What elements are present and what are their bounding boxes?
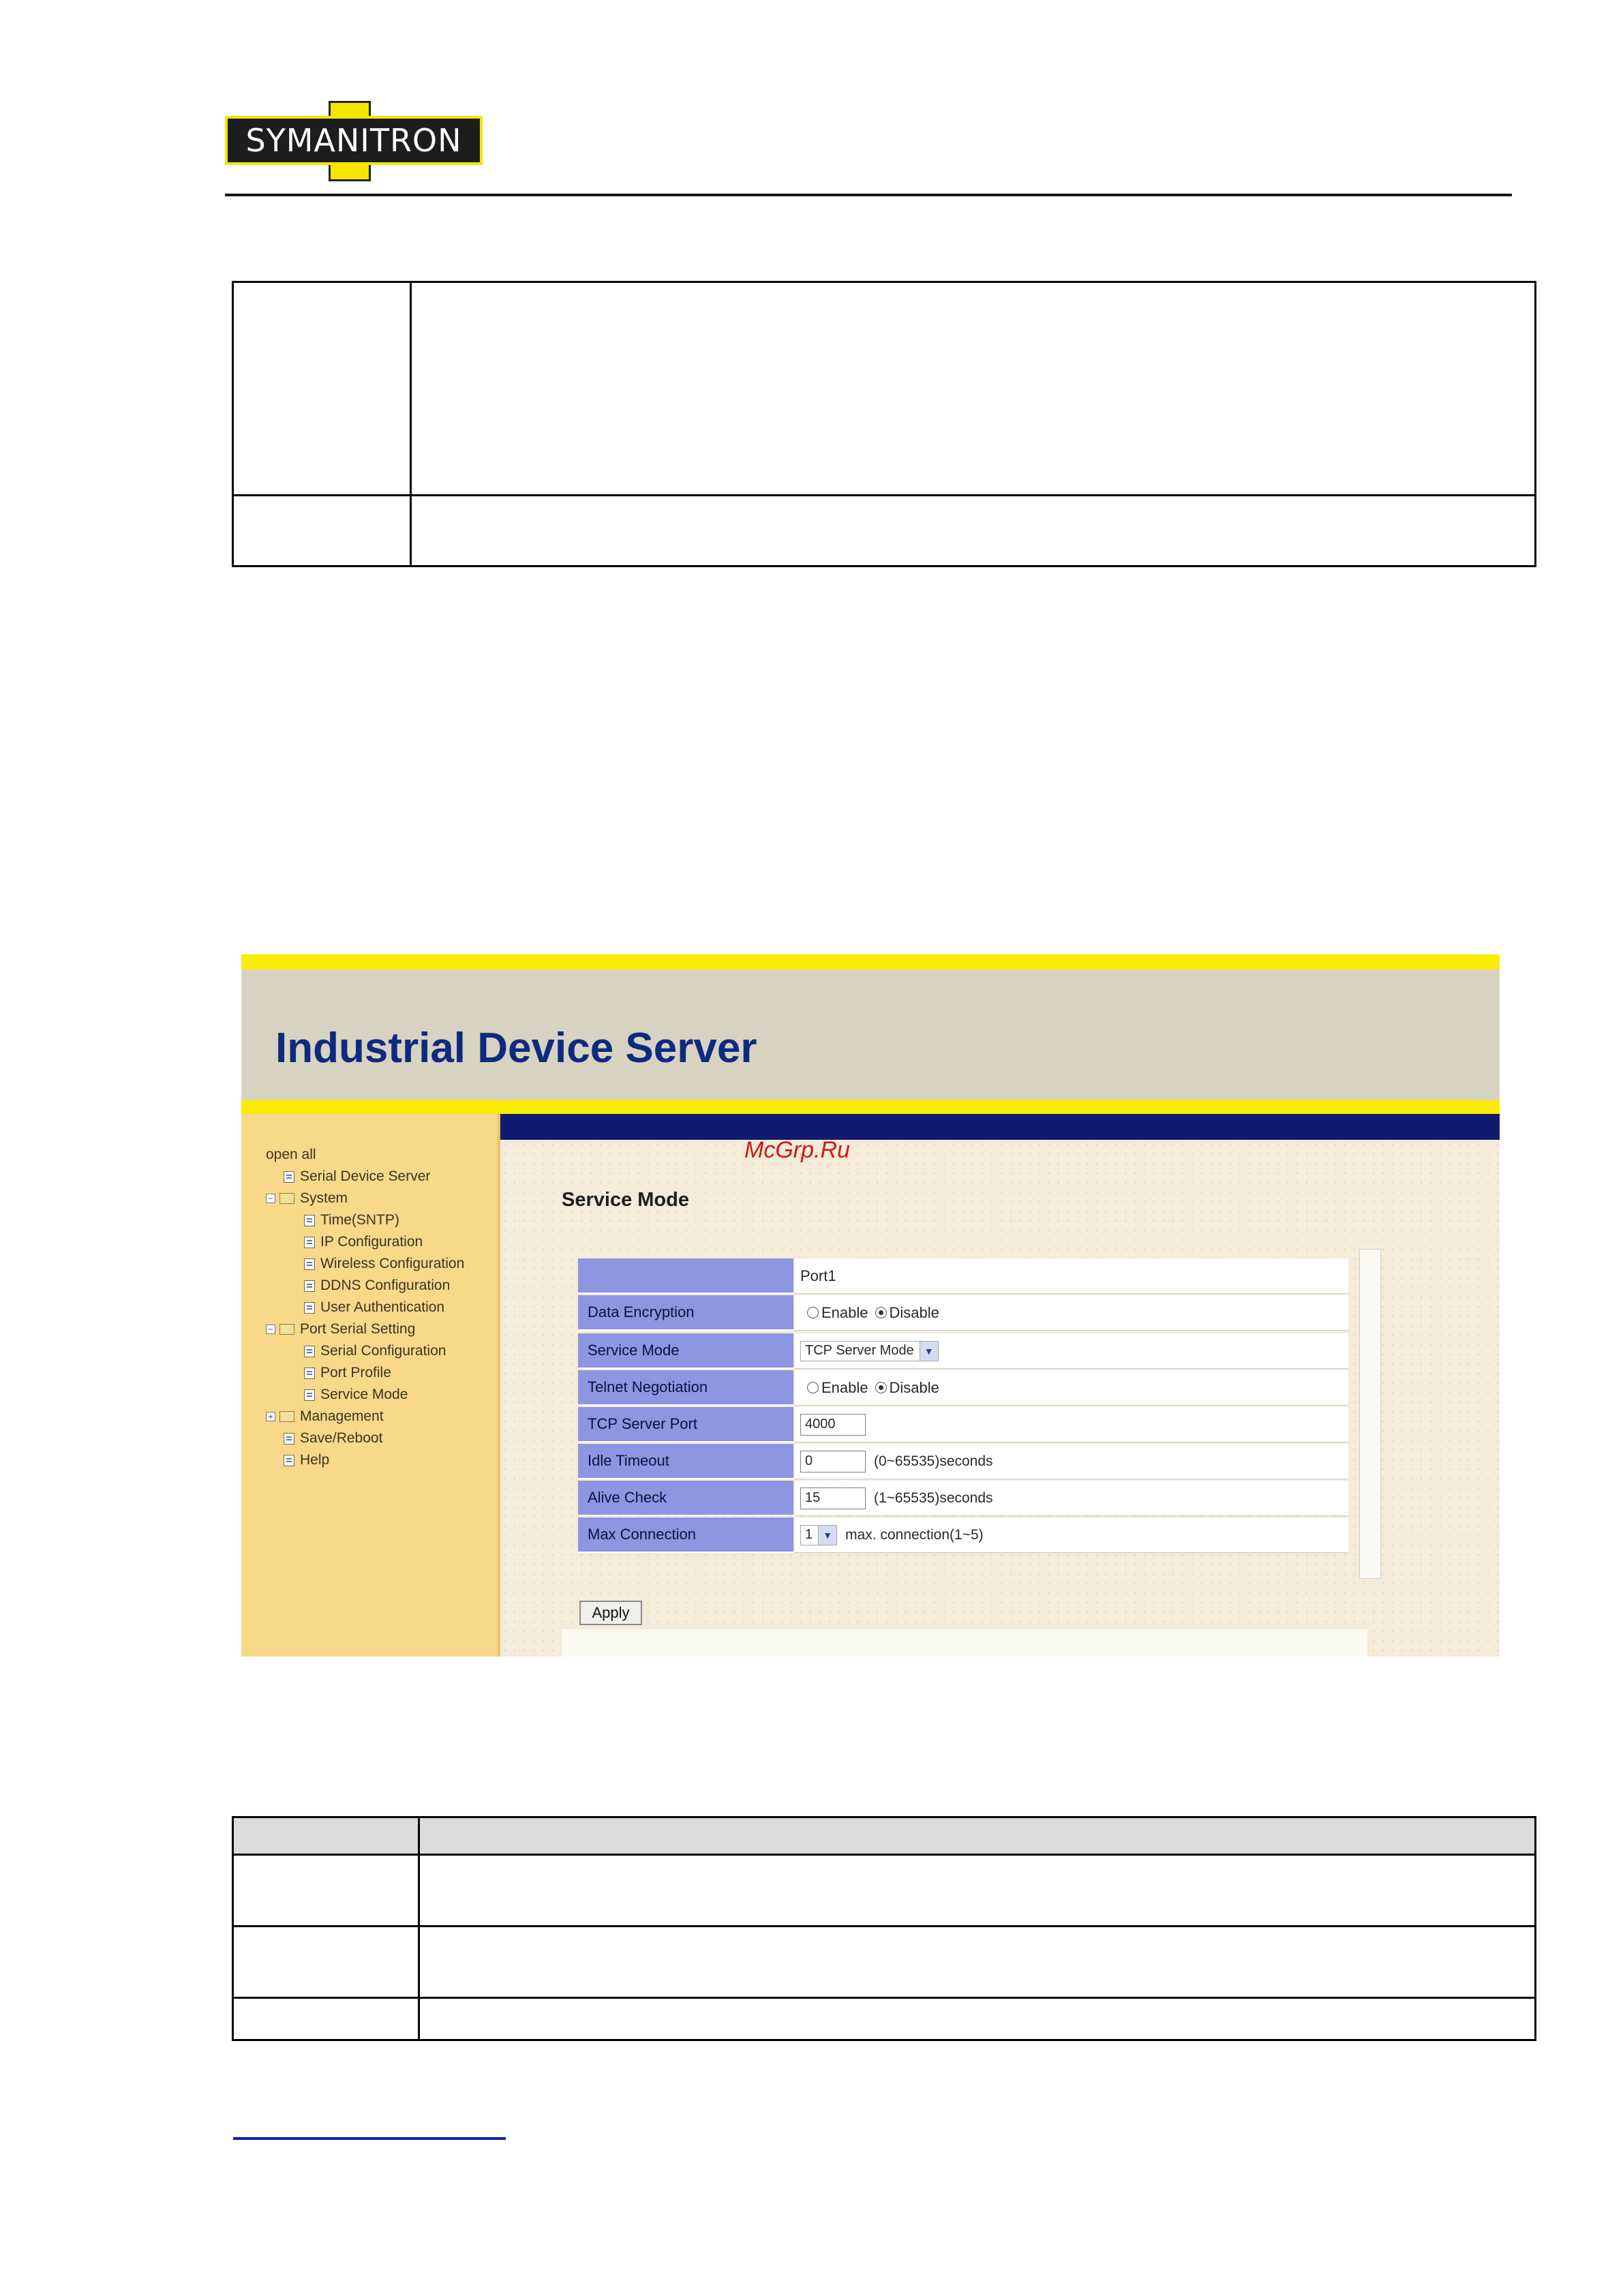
folder-open-icon [279, 1324, 294, 1335]
idle-timeout-input[interactable]: 0 [800, 1451, 866, 1472]
banner-bottom-stripe [241, 1100, 1500, 1114]
page-icon [284, 1433, 294, 1445]
select-value: 1 [805, 1527, 813, 1542]
page-icon [304, 1237, 315, 1248]
chevron-down-icon[interactable]: ▼ [818, 1526, 836, 1545]
table-row-divider [234, 1925, 1534, 1927]
form-row-port [578, 1258, 1348, 1294]
page-icon [304, 1215, 315, 1226]
tree-item-label: Wireless Configuration [320, 1256, 465, 1271]
alive-check-field [795, 1481, 1348, 1516]
tree-item-service-mode[interactable] [266, 1384, 464, 1406]
page-icon [284, 1171, 294, 1183]
tcp-port-field [795, 1407, 1348, 1442]
tree-item-system[interactable] [266, 1188, 464, 1209]
service-mode-select[interactable] [800, 1341, 939, 1361]
tree-item-label: Port Profile [320, 1365, 391, 1380]
app-banner [241, 969, 1500, 1101]
select-value: TCP Server Mode [805, 1343, 914, 1358]
form-label: Data Encryption [578, 1295, 793, 1331]
tree-item-ip-configuration[interactable] [266, 1231, 464, 1253]
tree-item-label: Serial Configuration [320, 1343, 446, 1359]
content-footer-strip [562, 1629, 1367, 1657]
device-server-screenshot [241, 954, 1500, 1657]
page-icon [304, 1389, 315, 1401]
tree-item-time-sntp[interactable] [266, 1209, 464, 1231]
form-label: Service Mode [578, 1333, 793, 1369]
radio-label: Enable [821, 1378, 868, 1396]
app-title: Industrial Device Server [275, 1025, 757, 1072]
radio-label: Disable [889, 1378, 939, 1396]
folder-open-icon [279, 1193, 294, 1204]
port-value [795, 1258, 1348, 1294]
form-row-max-connection [578, 1517, 1348, 1553]
tree-item-save-reboot[interactable] [266, 1428, 464, 1449]
collapse-icon[interactable]: − [266, 1325, 275, 1334]
tree-open-all[interactable] [266, 1144, 464, 1166]
table-row-divider [234, 1997, 1534, 1999]
upper-table [232, 281, 1536, 567]
alive-check-input[interactable]: 15 [800, 1487, 866, 1509]
form-label: Idle Timeout [578, 1444, 793, 1479]
telnet-enable-radio[interactable] [807, 1382, 819, 1393]
tree-item-help[interactable] [266, 1449, 464, 1471]
form-row-service-mode [578, 1333, 1348, 1369]
folder-closed-icon [279, 1411, 294, 1422]
tree-item-label: DDNS Configuration [320, 1278, 451, 1293]
scrollbar-strip[interactable] [1359, 1249, 1381, 1579]
table-column-divider [418, 1818, 420, 2039]
page-icon [304, 1346, 315, 1357]
tree-item-label: Service Mode [320, 1387, 408, 1402]
tree-item-label: open all [266, 1147, 316, 1162]
header-rule [225, 194, 1512, 196]
radio-label: Disable [889, 1303, 939, 1321]
tree-item-ddns-configuration[interactable] [266, 1275, 464, 1297]
form-row-telnet-negotiation [578, 1370, 1348, 1406]
tree-item-label: IP Configuration [320, 1234, 423, 1250]
page-icon [304, 1280, 315, 1292]
max-connection-select[interactable] [800, 1525, 837, 1545]
logo-box [225, 116, 483, 165]
expand-icon[interactable]: + [266, 1412, 275, 1421]
table-row-divider [234, 494, 1534, 496]
footnote-rule [233, 2137, 506, 2140]
telnet-disable-radio[interactable] [875, 1382, 887, 1393]
data-encryption-options [795, 1295, 1348, 1331]
service-mode-field [795, 1333, 1348, 1369]
tree-item-port-profile[interactable] [266, 1362, 464, 1384]
page-icon [304, 1258, 315, 1270]
radio-label: Enable [821, 1303, 868, 1321]
form-label-empty [578, 1258, 793, 1294]
page-icon [304, 1302, 315, 1314]
tree-item-label: Time(SNTP) [320, 1212, 399, 1228]
tree-item-user-authentication[interactable] [266, 1297, 464, 1318]
panel-title: Service Mode [562, 1189, 689, 1211]
encryption-enable-radio[interactable] [807, 1307, 819, 1318]
lower-table [232, 1816, 1536, 2041]
watermark: McGrp.Ru [744, 1137, 850, 1163]
tree-item-serial-device-server[interactable] [266, 1166, 464, 1188]
idle-timeout-field [795, 1444, 1348, 1479]
table-column-divider [410, 283, 412, 565]
tree-item-label: Port Serial Setting [300, 1321, 416, 1337]
tree-item-wireless-configuration[interactable] [266, 1253, 464, 1275]
page-icon [284, 1455, 294, 1466]
max-connection-field [795, 1517, 1348, 1553]
table-header-row [234, 1818, 1534, 1854]
tree-item-label: User Authentication [320, 1299, 445, 1315]
tree-item-label: Management [300, 1408, 384, 1424]
form-row-alive-check [578, 1481, 1348, 1516]
page-icon [304, 1368, 315, 1379]
tree-item-management[interactable] [266, 1406, 464, 1428]
nav-tree [266, 1144, 464, 1471]
telnet-options [795, 1370, 1348, 1406]
collapse-icon[interactable]: − [266, 1194, 275, 1203]
tree-item-label: System [300, 1190, 348, 1206]
tcp-server-port-input[interactable]: 4000 [800, 1414, 866, 1436]
tree-item-label: Save/Reboot [300, 1430, 383, 1446]
form-row-tcp-server-port [578, 1407, 1348, 1442]
chevron-down-icon[interactable]: ▼ [920, 1342, 938, 1361]
table-row-divider [234, 1854, 1534, 1856]
max-connection-hint: max. connection(1~5) [845, 1526, 984, 1543]
form-label: TCP Server Port [578, 1407, 793, 1442]
encryption-disable-radio[interactable] [875, 1307, 887, 1318]
tree-item-port-serial-setting[interactable] [266, 1318, 464, 1340]
idle-timeout-hint: (0~65535)seconds [874, 1453, 993, 1469]
alive-check-hint: (1~65535)seconds [874, 1490, 993, 1506]
tree-item-label: Serial Device Server [300, 1168, 431, 1184]
port-text: Port1 [800, 1267, 836, 1284]
form-row-idle-timeout [578, 1444, 1348, 1479]
banner-top-stripe [241, 954, 1500, 969]
logo-text: SYMANITRON [245, 122, 462, 159]
apply-button[interactable]: Apply [579, 1601, 642, 1625]
form-label: Max Connection [578, 1517, 793, 1553]
top-nav-bar [500, 1114, 1500, 1140]
brand-logo [225, 101, 484, 183]
tree-item-serial-configuration[interactable] [266, 1340, 464, 1362]
form-row-data-encryption [578, 1295, 1348, 1331]
form-label: Telnet Negotiation [578, 1370, 793, 1406]
form-label: Alive Check [578, 1481, 793, 1516]
tree-item-label: Help [300, 1452, 330, 1468]
